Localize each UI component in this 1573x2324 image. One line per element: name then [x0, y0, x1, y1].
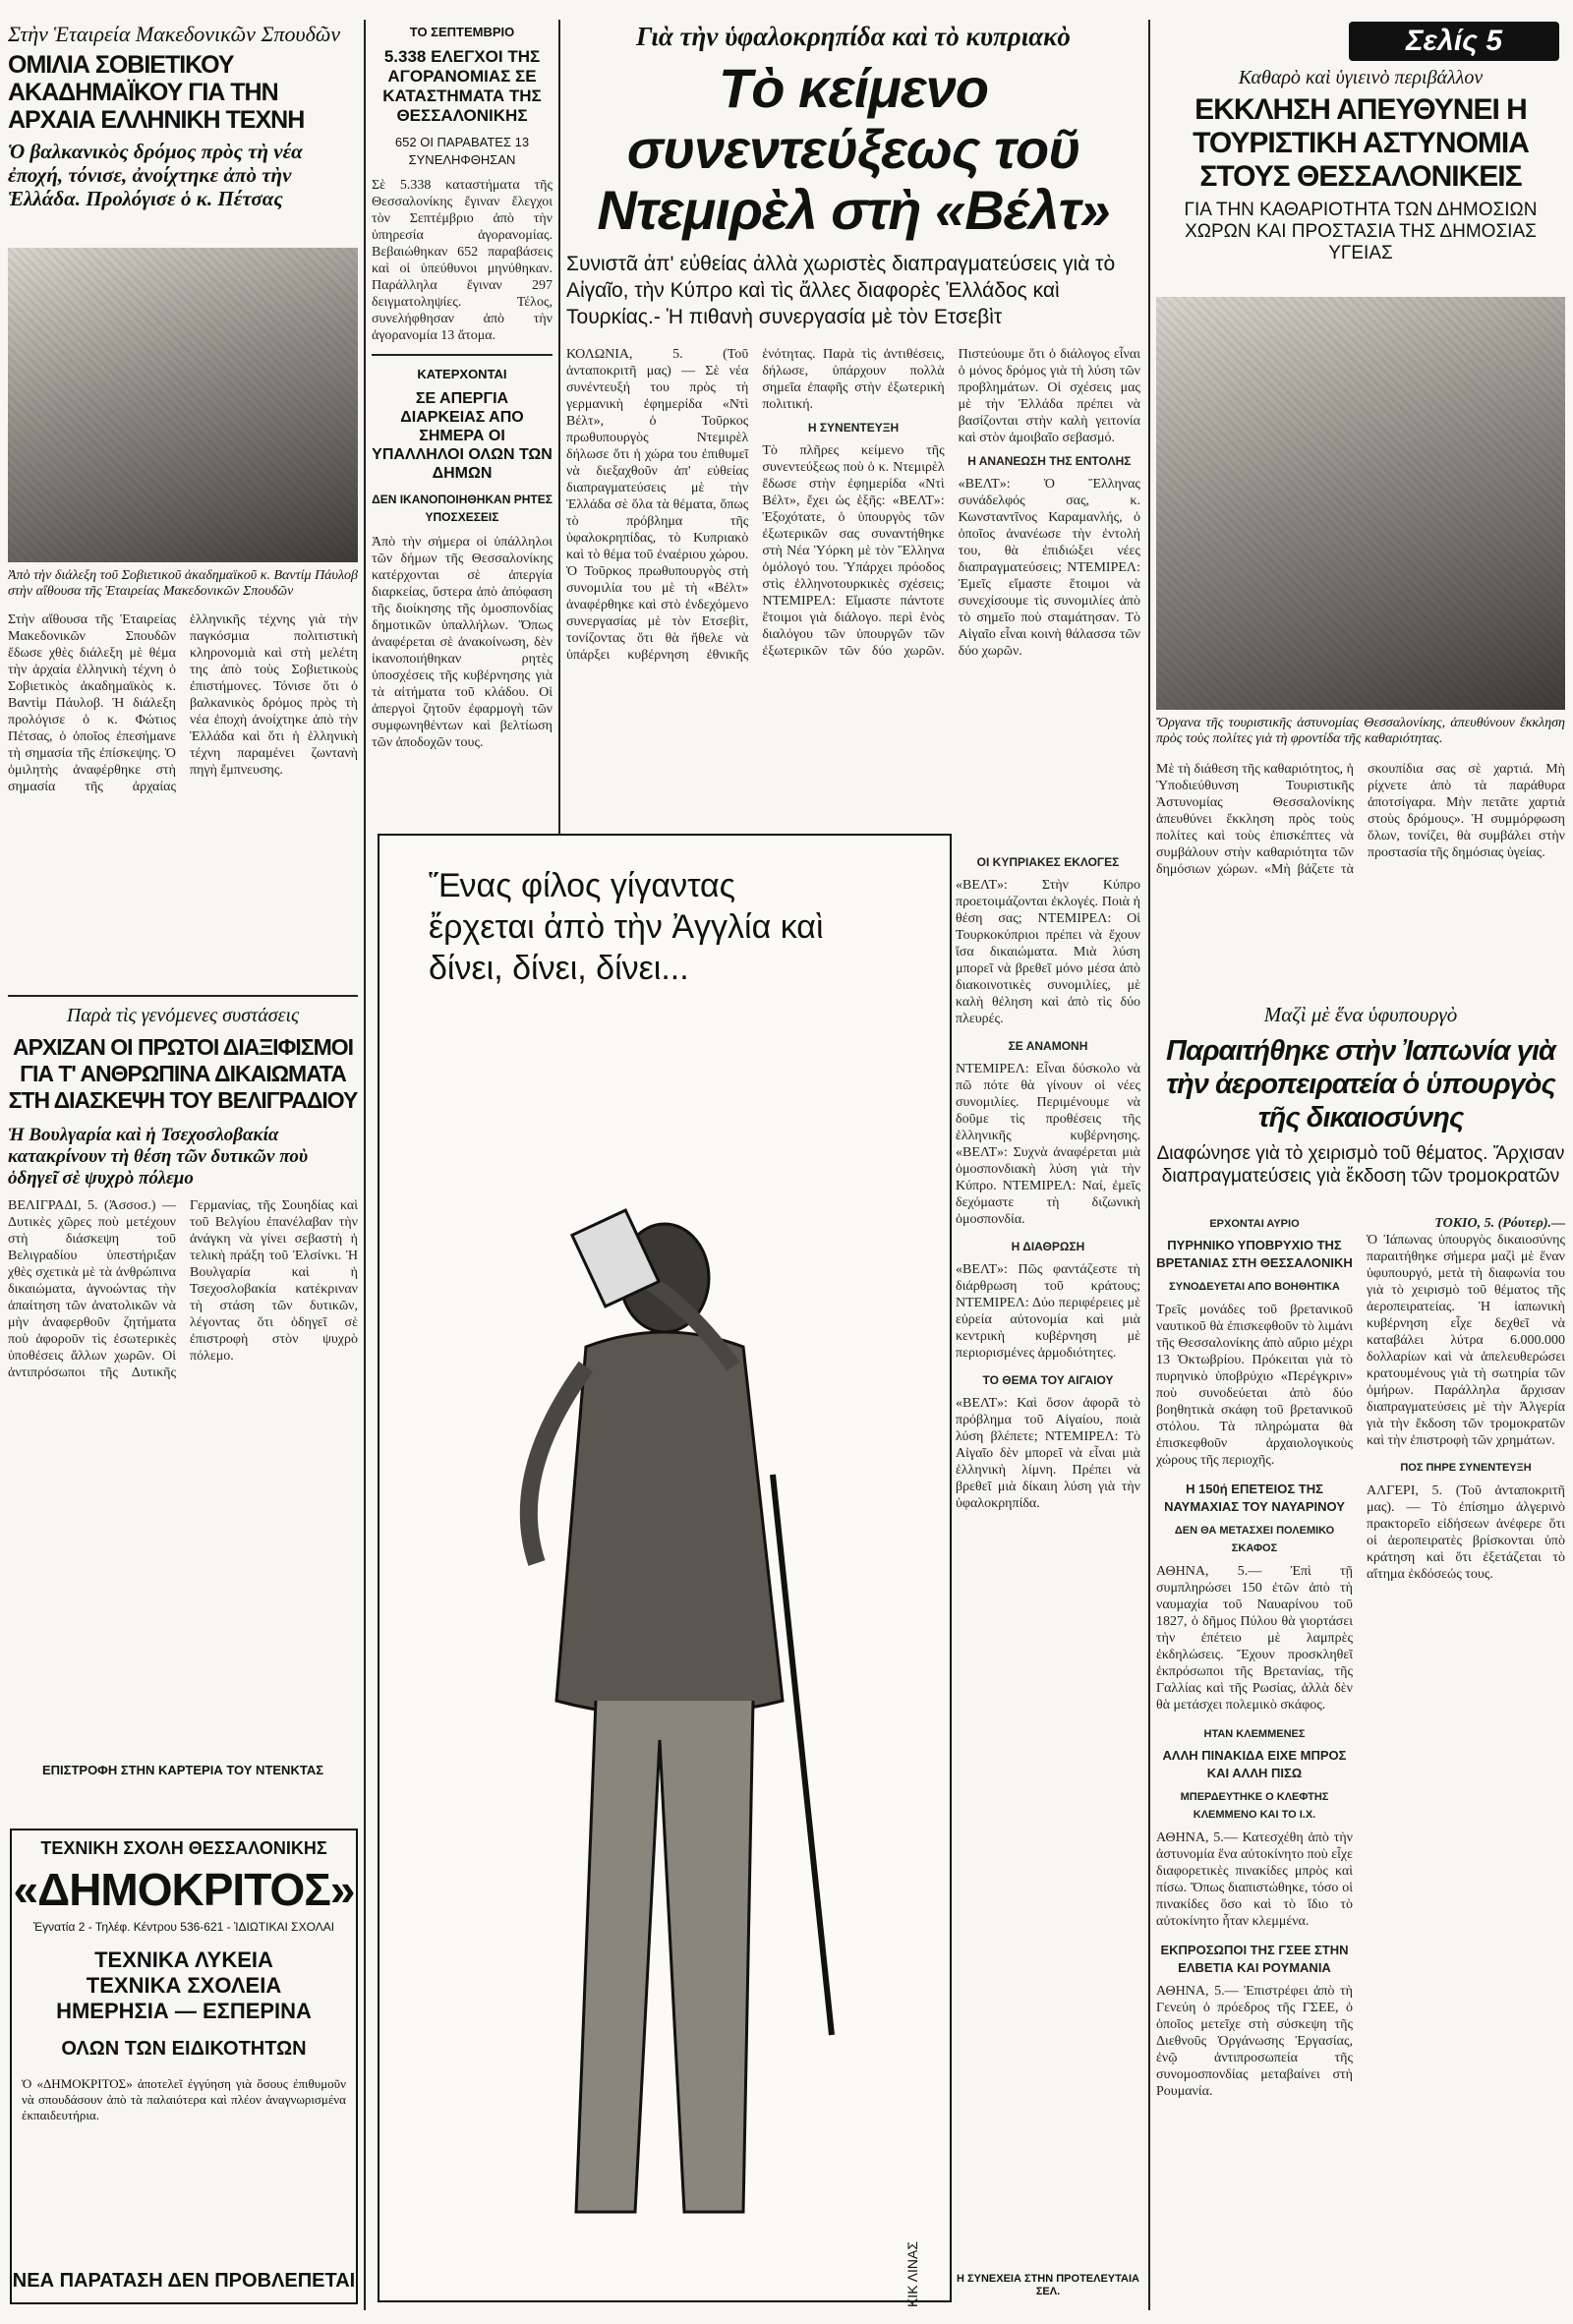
left-photo-caption: Ἀπὸ τὴν διάλεξη τοῦ Σοβιετικοῦ ἀκαδημαϊκοῦ κ. Βαντίμ Πάυλοβ στὴν αἴθουσα τῆς Ἑταιρείας Μακεδονικῶν Σπουδῶν: [8, 568, 358, 599]
right-article: [1156, 67, 1565, 2304]
right-subhead-2: Διαφώνησε γιὰ τὸ χειρισμὸ τοῦ θέματος. Ἄρχισαν διαπραγματεύσεις γιὰ ἔκδοση τῶν τρομοκρατῶν: [1156, 1143, 1565, 1187]
section-rule: [372, 354, 553, 356]
academic-lecture-photo: [8, 248, 358, 562]
right-sub-a: ΕΡΧΟΝΤΑΙ ΑΥΡΙΟ: [1209, 1218, 1300, 1230]
left-headline-2: ΑΡΧΙΖΑΝ ΟΙ ΠΡΩΤΟΙ ΔΙΑΞΙΦΙΣΜΟΙ ΓΙΑ Τ' ΑΝΘΡΩΠΙΝΑ ΔΙΚΑΙΩΜΑΤΑ ΣΤΗ ΔΙΑΣΚΕΨΗ ΤΟΥ ΒΕΛΙΓΡΑΔΙΟΥ: [8, 1034, 358, 1113]
column-rule: [364, 20, 366, 2310]
ad-line1: ΤΕΧΝΙΚΗ ΣΧΟΛΗ ΘΕΣΣΑΛΟΝΙΚΗΣ: [40, 1838, 327, 1858]
left-kicker-2: Παρὰ τὶς γενόμενες συστάσεις: [66, 1005, 300, 1026]
column-rule: [558, 20, 560, 904]
main-body-c: περὶ ἑνὸς διαλόγου τῶν ὑπουργῶν τῶν ἐξωτερικῶν τῶν δύο χωρῶν. Πιστεύουμε ὅτι ὁ διάλογος εἶναι ὁ μόνος δρόμος γιὰ τὴ λύση τῶν προβλημάτων. Οἱ σχέσεις μας μὲ τὴν Ἑλλάδα πρέπει νὰ βασίζονται στὴν καλὴ γειτονία καὶ στὸν ἀμοιβαῖο σεβασμό.: [762, 347, 1140, 659]
col2-kicker: ΚΑΤΕΡΧΟΝΤΑΙ: [417, 367, 507, 381]
right-body-c: ΑΘΗΝΑ, 5.— Κατεσχέθη ἀπὸ τὴν ἀστυνομία ἕνα αὐτοκίνητο ποὺ εἶχε διαφορετικὲς πινακίδες μπρὸς καὶ πίσω. Ὅπως διαπιστώθηκε, τόσο οἱ πινακίδες ὅσο καὶ τὸ ἴδιο τὸ αὐτοκίνητο ἦταν κλεμμένα.: [1156, 1830, 1353, 1929]
right-body-2: Ὁ Ἰάπωνας ὑπουργὸς δικαιοσύνης παραιτήθηκε σήμερα μαζὶ μὲ ἕναν ὑφυπουργό, μετὰ τὴ διαφωνία του γιὰ τὸ χειρισμὸ τοῦ θέματος τῆς ἀεροπειρατείας. Ἡ ἰαπωνικὴ κυβέρνηση εἶχε δεχθεῖ νὰ καταβάλει λύτρα 6.000.000 δολλαρίων καὶ νὰ ἀπελευθερώσει κρατουμένους γιὰ τὴ σωτηρία τῶν ὁμήρων. Παράλληλα ἄρχισαν διαπραγματεύσεις μὲ τὴν Ἀλγερία γιὰ τὴν ἔκδοση τῶν τρομοκρατῶν καὶ τὴν ἐπιστροφὴ τῶν χρημάτων.: [1367, 1233, 1565, 1448]
main-body: ΚΟΛΩΝΙΑ, 5. (Τοῦ ἀνταποκριτῆ μας) — Σὲ νέα συνέντευξή του πρὸς τὴ γερμανικὴ ἐφημερίδα «Ντὶ Βέλτ», ὁ Τοῦρκος πρωθυπουργὸς Ντεμιρὲλ δήλωσε ὅτι ἡ χώρα του ἐπιθυμεῖ νὰ διεξαχθοῦν ἀπ' εὐθείας διαπραγματεύσεις μὲ τὴν Ἑλλάδα σὲ ὅλα τὰ θέματα, ὅπως τὸ πρόβλημα τῆς ὑφαλοκρηπίδας, τὸ Κυπριακὸ καὶ τὸ θέμα τοῦ ἐναέριου χώρου. Ὁ Τοῦρκος πρωθυπουργὸς στὴ συνομιλία του μὲ τὴ «Βέλτ» ἀναφέρθηκε καὶ στὸ ἐνδεχόμενο συνεργασίας μὲ τὸν Ετσεβὶτ, τονίζοντας ὅτι θὰ ἤθελε νὰ ὑπάρξει κυβέρνηση ἐθνικῆς ἑνότητας. Παρὰ τὶς ἀντιθέσεις, δήλωσε, ὑπάρχουν πολλὰ σημεῖα ἐπαφῆς στὴν ἐξωτερικὴ πολιτική.: [566, 347, 945, 663]
col2-body-2: Ἀπὸ τὴν σήμερα οἱ ὑπάλληλοι τῶν δήμων τῆς Θεσσαλονίκης κατέρχονται σὲ ἀπεργία διαρκείας, ὕστερα ἀπὸ ἀπόφαση τῆς διοίκησης τῆς ὁμοσπονδίας δημοτικῶν ὑπαλλήλων. Ὅπως ἀναφέρεται σὲ ἀνακοίνωση, δὲν ἱκανοποιήθηκαν ρητὲς ὑποσχέσεις τῆς κυβέρνησης γιὰ τὰ αἰτήματα τοῦ κλάδου. Οἱ ἀπεργοὶ ζητοῦν ἐφαρμογὴ τῶν συμφωνηθέντων καὶ βελτίωση τῶν ἀποδοχῶν τους.: [372, 535, 553, 750]
left-kicker: Στὴν Ἑταιρεία Μακεδονικῶν Σπουδῶν: [8, 22, 341, 46]
right-subhead: ΓΙΑ ΤΗΝ ΚΑΘΑΡΙΟΤΗΤΑ ΤΩΝ ΔΗΜΟΣΙΩΝ ΧΩΡΩΝ ΚΑΙ ΠΡΟΣΤΑΣΙΑ ΤΗΣ ΔΗΜΟΣΙΑΣ ΥΓΕΙΑΣ: [1184, 200, 1538, 263]
right-headline-2: Παραιτήθηκε στὴν Ἰαπωνία γιὰ τὴν ἀεροπειρατεία ὁ ὑπουργὸς τῆς δικαιοσύνης: [1166, 1035, 1555, 1133]
main-sub-2: Η ΑΝΑΝΕΩΣΗ ΤΗΣ ΕΝΤΟΛΗΣ: [967, 454, 1132, 468]
right-lower-left: [1156, 1215, 1353, 2296]
left-body: Στὴν αἴθουσα τῆς Ἑταιρείας Μακεδονικῶν Σπουδῶν ἔδωσε χθὲς διάλεξη μὲ θέμα τὴν ἀρχαία ἑλληνικὴ τέχνη ὁ Σοβιετικὸς ἀκαδημαϊκὸς κ. Βαντὶμ Πάυλοβ. Ἡ διάλεξη προλόγισε ὁ κ. Φώτιος Πέτσας, ὁ ὁποῖος ἐπεσήμανε τὴ σημασία τῆς ἐπίσκεψης. Ὁ ὁμιλητὴς ἀναφέρθηκε στὴ σημασία τῆς ἀρχαίας ἑλληνικῆς τέχνης γιὰ τὴν παγκόσμια πολιτιστικὴ κληρονομιὰ καὶ στὴ μελέτη της ἀπὸ τοὺς Σοβιετικοὺς ἐπιστήμονες. Τόνισε ὅτι ὁ βαλκανικὸς δρόμος πρὸς τὴ νέα ἐποχὴ ἀνοίχτηκε ἀπὸ τὴν Ἑλλάδα καὶ ὅτι ἡ ἑλληνικὴ τέχνη παραμένει ζωντανὴ πηγὴ ἔμπνευσης.: [8, 612, 358, 794]
col2-subhead-2: ΔΕΝ ΙΚΑΝΟΠΟΙΗΘΗΚΑΝ ΡΗΤΕΣ ΥΠΟΣΧΕΣΕΙΣ: [372, 493, 553, 524]
main-subhead: Συνιστᾶ ἀπ' εὐθείας ἀλλὰ χωριστὲς διαπραγματεύσεις γιὰ τὸ Αἰγαῖο, τὴν Κύπρο καὶ τὶς ἄλλες διαφορὲς Ἑλλάδος καὶ Τουρκίας.- Ἡ πιθανὴ συνεργασία μὲ τὸν Ετσεβὶτ: [566, 253, 1116, 328]
right-body-b: ΑΘΗΝΑ, 5.— Ἐπὶ τῇ συμπληρώσει 150 ἐτῶν ἀπὸ τὴ ναυμαχία τοῦ Ναυαρίνου τοῦ 1827, ὁ δῆμος Πύλου θὰ γιορτάσει τὴν ἐπέτειο μὲ λαμπρὲς ἐκδηλώσεις. Ἔχουν προσκληθεῖ ἐκπρόσωποι τῆς Βρετανίας, τῆς Γαλλίας καὶ τῆς Ρωσίας, ἀλλὰ δὲν θὰ μετάσχει πολεμικὸ σκάφος.: [1156, 1564, 1353, 1713]
right-body-a: Τρεῖς μονάδες τοῦ βρετανικοῦ ναυτικοῦ θὰ ἐπισκεφθοῦν τὸ λιμάνι τῆς Θεσσαλονίκης ἀπὸ αὔριο μέχρι 13 Ὀκτωβρίου. Πρόκειται γιὰ τὸ πυρηνικὸ ὑποβρύχιο «Περέγκριν» ποὺ συνοδεύεται ἀπὸ δύο βοηθητικὰ σκάφη τοῦ βρετανικοῦ στόλου. Τὰ πληρώματα θὰ ἐπισκεφθοῦν ἀρχαιολογικοὺς χώρους τῆς περιοχῆς.: [1156, 1303, 1353, 1468]
main-sub-1: Η ΣΥΝΕΝΤΕΥΞΗ: [807, 421, 900, 435]
cartoon-panel: [378, 834, 952, 2308]
cartoon-drawing: [389, 1150, 940, 2281]
main-body-e: «ΒΕΛΤ»: Στὴν Κύπρο προετοιμάζονται ἐκλογές. Ποιὰ ἡ θέση σας; ΝΤΕΜΙΡΕΛ: Οἱ Τουρκοκύπριοι πρέπει νὰ ἔχουν ἴσα δικαιώματα. Μιὰ λύση μπορεῖ νὰ βρεθεῖ μόνο μέσα ἀπὸ διακοινοτικὲς συνομιλίες, μὲ καλὴ θέληση καὶ ἀπὸ τὶς δύο πλευρές.: [956, 878, 1140, 1026]
main-headline: Τὸ κείμενο συνεντεύξεως τοῦ Ντεμιρὲλ στὴ «Βέλτ»: [597, 57, 1110, 241]
col2-body: Σὲ 5.338 καταστήματα τῆς Θεσσαλονίκης ἔγιναν ἔλεγχοι τὸν Σεπτέμβριο ἀπὸ τὴν ὑπηρεσία ἀγορανομίας. Βεβαιώθηκαν 652 παραβάσεις καὶ οἱ ὑπεύθυνοι μηνύθηκαν. Παράλληλα ἔγιναν 297 δειγματοληψίες. Τέλος, συνελήφθησαν ἀπὸ τὴν ἀγορανομία 13 ἄτομα.: [372, 178, 553, 343]
main-sub-6: ΤΟ ΘΕΜΑ ΤΟΥ ΑΙΓΑΙΟΥ: [982, 1373, 1114, 1387]
main-sub-4: ΣΕ ΑΝΑΜΟΝΗ: [1008, 1039, 1088, 1053]
right-sub-h: ΠΟΣ ΠΗΡΕ ΣΥΝΕΝΤΕΥΞΗ: [1400, 1462, 1532, 1474]
giant-cane: [773, 1475, 832, 2035]
ad-name: «ΔΗΜΟΚΡΙΤΟΣ»: [13, 1864, 355, 1915]
ad-note: Ὁ «ΔΗΜΟΚΡΙΤΟΣ» ἀποτελεῖ ἐγγύηση γιὰ ὅσους ἐπιθυμοῦν νὰ σπουδάσουν ἀπὸ τὰ παλαιότερα καὶ πλέον ἀναγνωρισμένα ἐκπαιδευτήρια.: [22, 2076, 346, 2122]
right-dateline: ΤΟΚΙΟ, 5. (Ρόυτερ).—: [1434, 1216, 1565, 1231]
giant-coat: [556, 1332, 783, 1715]
right-lower-right: [1367, 1215, 1565, 2296]
right-head-d: ΕΚΠΡΟΣΩΠΟΙ ΤΗΣ ΓΣΕΕ ΣΤΗΝ ΕΛΒΕΤΙΑ ΚΑΙ ΡΟΥΜΑΝΙΑ: [1160, 1943, 1349, 1975]
column-rule: [1148, 20, 1150, 2310]
right-photo-caption: Ὄργανα τῆς τουριστικῆς ἀστυνομίας Θεσσαλονίκης, ἀπευθύνουν ἔκκληση πρὸς τοὺς πολίτες γιὰ τὴ φροντίδα τῆς καθαριότητας.: [1156, 716, 1565, 746]
agoranomia-article: [372, 24, 553, 899]
page-label: Σελίς 5: [1349, 22, 1559, 61]
right-head-c: ΑΛΛΗ ΠΙΝΑΚΙΔΑ ΕΙΧΕ ΜΠΡΟΣ ΚΑΙ ΑΛΛΗ ΠΙΣΩ: [1162, 1748, 1347, 1780]
demokritos-ad: [10, 1829, 358, 2304]
main-footer-note: Η ΣΥΝΕΧΕΙΑ ΣΤΗΝ ΠΡΟΤΕΛΕΥΤΑΙΑ ΣΕΛ.: [957, 2273, 1139, 2297]
right-subhead-a: ΣΥΝΟΔΕΥΕΤΑΙ ΑΠΟ ΒΟΗΘΗΤΙΚΑ: [1169, 1281, 1340, 1293]
right-subhead-c: ΜΠΕΡΔΕΥΤΗΚΕ Ο ΚΛΕΦΤΗΣ ΚΛΕΜΜΕΝΟ ΚΑΙ ΤΟ Ι.Χ.: [1180, 1791, 1329, 1821]
col2-subhead: 652 ΟΙ ΠΑΡΑΒΑΤΕΣ 13 ΣΥΝΕΛΗΦΘΗΣΑΝ: [394, 135, 530, 167]
right-headline: ΕΚΚΛΗΣΗ ΑΠΕΥΘΥΝΕΙ Η ΤΟΥΡΙΣΤΙΚΗ ΑΣΤΥΝΟΜΙΑ ΣΤΟΥΣ ΘΕΣΣΑΛΟΝΙΚΕΙΣ: [1193, 93, 1529, 193]
right-body-d: ΑΘΗΝΑ, 5.— Ἐπιστρέφει ἀπὸ τὴ Γενεύη ὁ πρόεδρος τῆς ΓΣΕΕ, ὁ ὁποῖος μετεῖχε στὴ σύσκεψη τῆς Διεθνοῦς Ὀργάνωσης Ἐργασίας, ἐνῷ ἀντιπροσωπεία τῆς συνομοσπονδίας μεταβαίνει στὴ Ρουμανία.: [1156, 1984, 1353, 2099]
right-kicker-2: Μαζὶ μὲ ἕνα ὑφυπουργὸ: [1263, 1003, 1458, 1026]
left-subhead: Ὁ βαλκανικὸς δρόμος πρὸς τὴ νέα ἐποχή, τόνισε, ἀνοίχτηκε ἀπὸ τὴν Ἑλλάδα. Προλόγισε ὁ κ. Πέτσας: [8, 140, 303, 210]
left-headline: ΟΜΙΛΙΑ ΣΟΒΙΕΤΙΚΟΥ ΑΚΑΔΗΜΑΪΚΟΥ ΓΙΑ ΤΗΝ ΑΡΧΑΙΑ ΕΛΛΗΝΙΚΗ ΤΕΧΝΗ: [8, 51, 305, 134]
right-body: Μὲ τὴ διάθεση τῆς καθαριότητος, ἡ Ὑποδιεύθυνση Τουριστικῆς Ἀστυνομίας Θεσσαλονίκης ἀπευθύνει ἔκκληση πρὸς τοὺς πολίτες καὶ τοὺς ἐπισκέπτες νὰ συμβάλουν στὴν καθαριότητα τῶν δημόσιων χώρων. «Μὴ βάζετε τὰ σκουπίδια σας σὲ χαρτιά. Μὴ ρίχνετε ἀπὸ τὰ παράθυρα ἀποτσίγαρα. Μὴν πετᾶτε χαρτιὰ στοὺς δρόμους». Ἡ συμμόρφωση ὅλων, τονίζει, θὰ συμβάλει στὴν προστασία τῆς δημόσιας ὑγείας.: [1156, 762, 1565, 877]
cartoon-signature: ΚΙΚ ΛΙΝΑΣ: [904, 2241, 920, 2308]
main-sub-5: Η ΔΙΑΘΡΩΣΗ: [1011, 1240, 1085, 1253]
main-body-h: «ΒΕΛΤ»: Καὶ ὅσον ἀφορᾶ τὸ πρόβλημα τοῦ Αἰγαίου, ποιὰ λύση βλέπετε; ΝΤΕΜΙΡΕΛ: Τὸ Αἰγαῖο δὲν μπορεῖ νὰ εἶναι μιὰ ἑλληνικὴ λίμνη. Πρέπει νὰ βρεθεῖ μιὰ δίκαιη λύση γιὰ τὴν ὑφαλοκρηπίδα.: [956, 1396, 1140, 1511]
main-sub-3: ΟΙ ΚΥΠΡΙΑΚΕΣ ΕΚΛΟΓΕΣ: [976, 855, 1120, 869]
giant-legs: [576, 1701, 753, 2212]
left-subhead-2: Ἡ Βουλγαρία καὶ ἡ Τσεχοσλοβακία κατακρίνουν τὴ θέση τῶν δυτικῶν ποὺ ὁδηγεῖ σὲ ψυχρὸ πόλεμο: [8, 1125, 309, 1189]
main-body-b: Τὸ πλῆρες κείμενο τῆς συνεντεύξεως ποὺ ὁ κ. Ντεμιρὲλ ἔδωσε στὴν ἐφημερίδα «Ντὶ Βέλτ», ἔχει ὡς ἑξῆς: «ΒΕΛΤ»: Ἐξοχότατε, ὁ ὑπουργὸς τῶν ἐξωτερικῶν σας συναντήθηκε στὴ Νέα Ὑόρκη μὲ τὸν Ἕλληνα ὁμόλογό του. Ὑπάρχει πρόοδος στὶς ἑλληνοτουρκικὲς σχέσεις; ΝΤΕΜΙΡΕΛ: Εἴμαστε πάντοτε ἕτοιμοι γιὰ διάλογο.: [762, 443, 945, 625]
right-subhead-b: ΔΕΝ ΘΑ ΜΕΤΑΣΧΕΙ ΠΟΛΕΜΙΚΟ ΣΚΑΦΟΣ: [1174, 1525, 1335, 1554]
left-section-head: ΕΠΙΣΤΡΟΦΗ ΣΤΗΝ ΚΑΡΤΕΡΙΑ ΤΟΥ ΝΤΕΝΚΤΑΣ: [41, 1763, 324, 1777]
section-rule: [8, 995, 358, 997]
tourist-police-photo: [1156, 297, 1565, 710]
main-body-g: «ΒΕΛΤ»: Πῶς φαντάζεστε τὴ διάρθρωση τοῦ κράτους; ΝΤΕΜΙΡΕΛ: Δύο περιφέρειες μὲ εὐρεία αὐτονομία καὶ μιὰ κεντρικὴ κυβέρνηση μὲ περιορισμένες ἁρμοδιότητες.: [956, 1262, 1140, 1361]
ad-l1: ΤΕΧΝΙΚΑ ΛΥΚΕΙΑ: [94, 1947, 273, 1972]
ad-l4: ΟΛΩΝ ΤΩΝ ΕΙΔΙΚΟΤΗΤΩΝ: [61, 2038, 307, 2060]
right-head-b: Η 150ή ΕΠΕΤΕΙΟΣ ΤΗΣ ΝΑΥΜΑΧΙΑΣ ΤΟΥ ΝΑΥΑΡΙΝΟΥ: [1164, 1482, 1345, 1514]
right-head-a: ΠΥΡΗΝΙΚΟ ΥΠΟΒΡΥΧΙΟ ΤΗΣ ΒΡΕΤΑΝΙΑΣ ΣΤΗ ΘΕΣΣΑΛΟΝΙΚΗ: [1156, 1238, 1353, 1270]
col2-headline: 5.338 ΕΛΕΓΧΟΙ ΤΗΣ ΑΓΟΡΑΝΟΜΙΑΣ ΣΕ ΚΑΤΑΣΤΗΜΑΤΑ ΤΗΣ ΘΕΣΣΑΛΟΝΙΚΗΣ: [382, 47, 542, 125]
col2-headline-2: ΣΕ ΑΠΕΡΓΙΑ ΔΙΑΡΚΕΙΑΣ ΑΠΟ ΣΗΜΕΡΑ ΟΙ ΥΠΑΛΛΗΛΟΙ ΟΛΩΝ ΤΩΝ ΔΗΜΩΝ: [372, 390, 553, 482]
main-body-f: ΝΤΕΜΙΡΕΛ: Εἶναι δύσκολο νὰ πῶ πότε θὰ γίνουν οἱ νέες συνομιλίες. Περιμένουμε νὰ δοῦμε τὶς προθέσεις τῆς ἑλληνικῆς κυβέρνησης. «ΒΕΛΤ»: Συχνὰ ἀναφέρεται μιὰ ὁμοσπονδιακὴ λύση γιὰ τὴν Κύπρο. ΝΤΕΜΙΡΕΛ: Ναί, ἐμεῖς δεχόμαστε τὴ διζωνικὴ ὁμοσπονδία.: [956, 1062, 1140, 1227]
col2-date: ΤΟ ΣΕΠΤΕΜΒΡΙΟ: [409, 25, 515, 39]
ad-l2: ΤΕΧΝΙΚΑ ΣΧΟΛΕΙΑ: [86, 1973, 282, 1998]
left-body-2: ΒΕΛΙΓΡΑΔΙ, 5. (Ἀσσοσ.) — Δυτικὲς χῶρες ποὺ μετέχουν στὴ διάσκεψη τοῦ Βελιγραδίου ὑπεστήριξαν χθὲς σχετικὰ μὲ τὰ ἀνθρώπινα δικαιώματα, ἀγνοώντας τὴν ἀπαίτηση τῶν ἀνατολικῶν νὰ μὴν ἀναφερθοῦν ζητήματα ποὺ ἀφοροῦν τὶς ἐσωτερικὲς ὑποθέσεις ἄλλων χωρῶν. Οἱ ἀντιπρόσωποι τῆς Δυτικῆς Γερμανίας, τῆς Σουηδίας καὶ τοῦ Βελγίου ἐπανέλαβαν τὴν ἀνάγκη νὰ γίνει σεβαστὴ ἡ τελικὴ πράξη τοῦ Ἑλσίνκι. Ἡ Βουλγαρία καὶ ἡ Τσεχοσλοβακία κατέκριναν τὴ στάση τῶν δυτικῶν, λέγοντας ὅτι ὁδηγεῖ σὲ ἐπιστροφὴ στὸν ψυχρὸ πόλεμο.: [8, 1198, 358, 1380]
cartoon-text: Ἕνας φίλος γίγαντας ἔρχεται ἀπὸ τὴν Ἀγγλία καὶ δίνει, δίνει, δίνει...: [429, 867, 824, 987]
ad-address: Ἐγνατία 2 - Τηλέφ. Κέντρου 536-621 - ἸΔΙΩΤΙΚΑΙ ΣΧΟΛΑΙ: [32, 1920, 335, 1934]
ad-footer: ΝΕΑ ΠΑΡΑΤΑΣΗ ΔΕΝ ΠΡΟΒΛΕΠΕΤΑΙ: [12, 2270, 356, 2292]
right-kicker: Καθαρὸ καὶ ὑγιεινὸ περιβάλλον: [1238, 67, 1484, 88]
main-text-block: [566, 346, 1140, 838]
right-body-3: ΑΛΓΕΡΙ, 5. (Τοῦ ἀνταποκριτῆ μας). — Τὸ ἐπίσημο ἀλγερινὸ πρακτορεῖο εἰδήσεων ἀνέφερε ὅτι οἱ ἀεροπειρατὲς βρίσκονται ὑπὸ κράτηση καὶ ὅτι ἐξετάζεται τὸ αἴτημα ἐκδόσεώς τους.: [1367, 1483, 1565, 1582]
ad-l3: ΗΜΕΡΗΣΙΑ — ΕΣΠΕΡΙΝΑ: [56, 1999, 312, 2023]
main-right-stack: [956, 847, 1140, 2293]
right-sub-c: ΗΤΑΝ ΚΛΕΜΜΕΝΕΣ: [1203, 1728, 1306, 1740]
main-body-d: «ΒΕΛΤ»: Ὁ Ἕλληνας συνάδελφός σας, κ. Κωνσταντῖνος Καραμανλής, ὁ ὁποῖος ἀνανέωσε τὴν ἐντολή του, θὰ ἐπιδιώξει νέες διαπραγματεύσεις; ΝΤΕΜΙΡΕΛ: Ἐμεῖς εἴμαστε ἕτοιμοι νὰ συνεχίσουμε τὶς συνομιλίες ἀπὸ τὸ σημεῖο ποὺ σταμάτησαν. Τὸ Αἰγαῖο εἶναι κοινὴ θάλασσα τῶν δύο χωρῶν.: [958, 477, 1140, 659]
main-kicker: Γιὰ τὴν ὑφαλοκρηπίδα καὶ τὸ κυπριακὸ: [636, 22, 1071, 51]
